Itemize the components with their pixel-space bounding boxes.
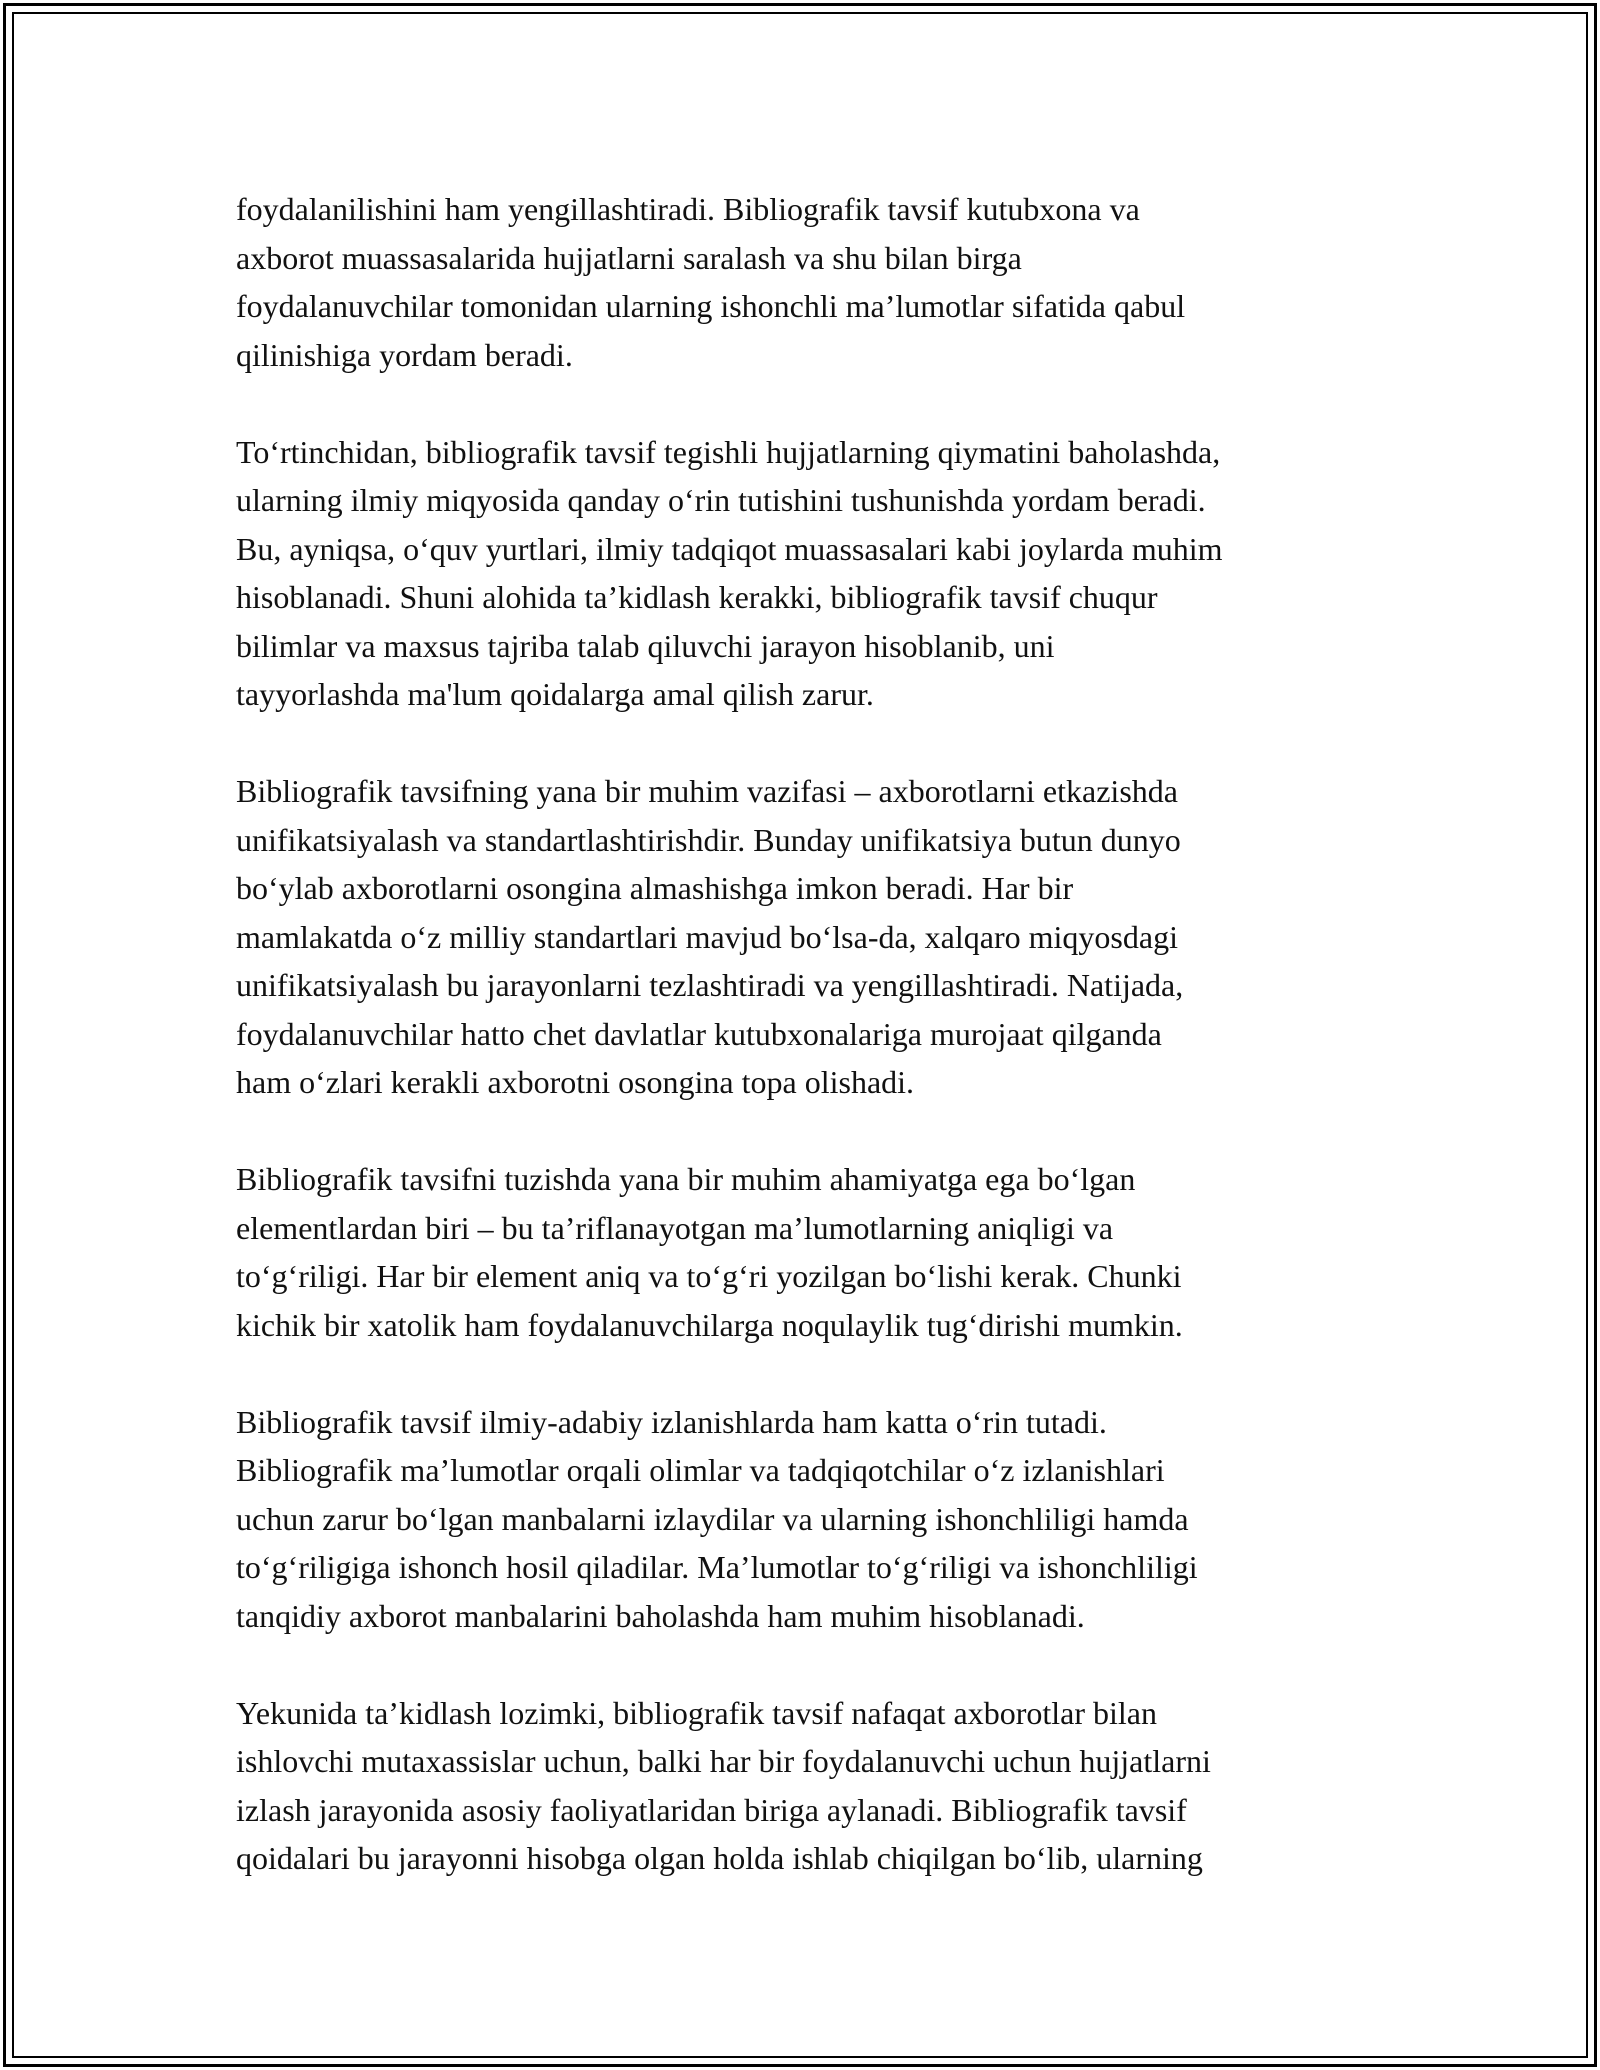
text-line: Bibliografik ma’lumotlar orqali olimlar va tadqiqotchilar o‘z izlanishlari (236, 1452, 1165, 1488)
text-line: axborot muassasalarida hujjatlarni saralash va shu bilan birga (236, 239, 1022, 276)
text-line: unifikatsiyalash bu jarayonlarni tezlashtiradi va yengillashtiradi. Natijada, (236, 967, 1184, 1003)
paragraph-2 (236, 428, 1376, 719)
text-line: foydalanuvchilar tomonidan ularning ishonchli ma’lumotlar sifatida qabul (236, 288, 1186, 324)
paragraph-spacer (236, 1640, 1376, 1689)
paragraph-spacer (236, 719, 1376, 768)
text-line: foydalanuvchilar hatto chet davlatlar kutubxonalariga murojaat qilganda (236, 1015, 1162, 1052)
paragraph-spacer (236, 1349, 1376, 1398)
text-line: Bu, ayniqsa, o‘quv yurtlari, ilmiy tadqiqot muassasalari kabi joylarda muhim (236, 530, 1223, 567)
text-line: hisoblanadi. Shuni alohida ta’kidlash kerakki, bibliografik tavsif chuqur (236, 579, 1158, 615)
text-line: ishlovchi mutaxassislar uchun, balki har bir foydalanuvchi uchun hujjatlarni (236, 1743, 1211, 1779)
text-line: ularning ilmiy miqyosida qanday o‘rin tutishini tushunishda yordam beradi. (236, 482, 1206, 518)
text-line: qoidalari bu jarayonni hisobga olgan holda ishlab chiqilgan bo‘lib, ularning (236, 1840, 1203, 1876)
text-line: to‘g‘riligiga ishonch hosil qiladilar. Ma’lumotlar to‘g‘riligi va ishonchliligi (236, 1549, 1198, 1585)
text-line: qilinishiga yordam beradi. (236, 336, 573, 373)
paragraph-4 (236, 1155, 1376, 1349)
paragraph-5 (236, 1398, 1376, 1641)
paragraph-1 (236, 185, 1376, 379)
text-line: izlash jarayonida asosiy faoliyatlaridan biriga aylanadi. Bibliografik tavsif (236, 1791, 1187, 1828)
text-line: kichik bir xatolik ham foydalanuvchilarga noqulaylik tug‘dirishi mumkin. (236, 1306, 1183, 1343)
text-line: Yekunida ta’kidlash lozimki, bibliografik tavsif nafaqat axborotlar bilan (236, 1694, 1157, 1731)
text-line: foydalanilishini ham yengillashtiradi. Bibliografik tavsif kutubxona va (236, 191, 1140, 227)
text-line: Bibliografik tavsif ilmiy-adabiy izlanishlarda ham katta o‘rin tutadi. (236, 1403, 1107, 1440)
text-line: uchun zarur bo‘lgan manbalarni izlaydilar va ularning ishonchliligi hamda (236, 1500, 1189, 1537)
paragraph-spacer (236, 1107, 1376, 1156)
text-line: unifikatsiyalash va standartlashtirishdir. Bunday unifikatsiya butun dunyo (236, 821, 1181, 858)
text-line: to‘g‘riligi. Har bir element aniq va to‘g‘ri yozilgan bo‘lishi kerak. Chunki (236, 1258, 1182, 1294)
paragraph-spacer (236, 379, 1376, 428)
text-line: elementlardan biri – bu ta’riflanayotgan ma’lumotlarning aniqligi va (236, 1209, 1114, 1246)
document-body (236, 185, 1376, 1883)
text-line: mamlakatda o‘z milliy standartlari mavjud bo‘lsa-da, xalqaro miqyosdagi (236, 918, 1178, 955)
text-line: To‘rtinchidan, bibliografik tavsif tegishli hujjatlarning qiymatini baholashda, (236, 433, 1221, 470)
paragraph-6 (236, 1689, 1376, 1883)
text-line: Bibliografik tavsifning yana bir muhim vazifasi – axborotlarni etkazishda (236, 773, 1178, 809)
text-line: tanqidiy axborot manbalarini baholashda ham muhim hisoblanadi. (236, 1597, 1085, 1634)
text-line: tayyorlashda ma'lum qoidalarga amal qilish zarur. (236, 676, 874, 712)
text-line: Bibliografik tavsifni tuzishda yana bir muhim ahamiyatga ega bo‘lgan (236, 1161, 1136, 1197)
text-line: ham o‘zlari kerakli axborotni osongina topa olishadi. (236, 1064, 915, 1100)
text-line: bo‘ylab axborotlarni osongina almashishga imkon beradi. Har bir (236, 870, 1074, 906)
text-line: bilimlar va maxsus tajriba talab qiluvchi jarayon hisoblanib, uni (236, 627, 1055, 664)
paragraph-3 (236, 767, 1376, 1107)
